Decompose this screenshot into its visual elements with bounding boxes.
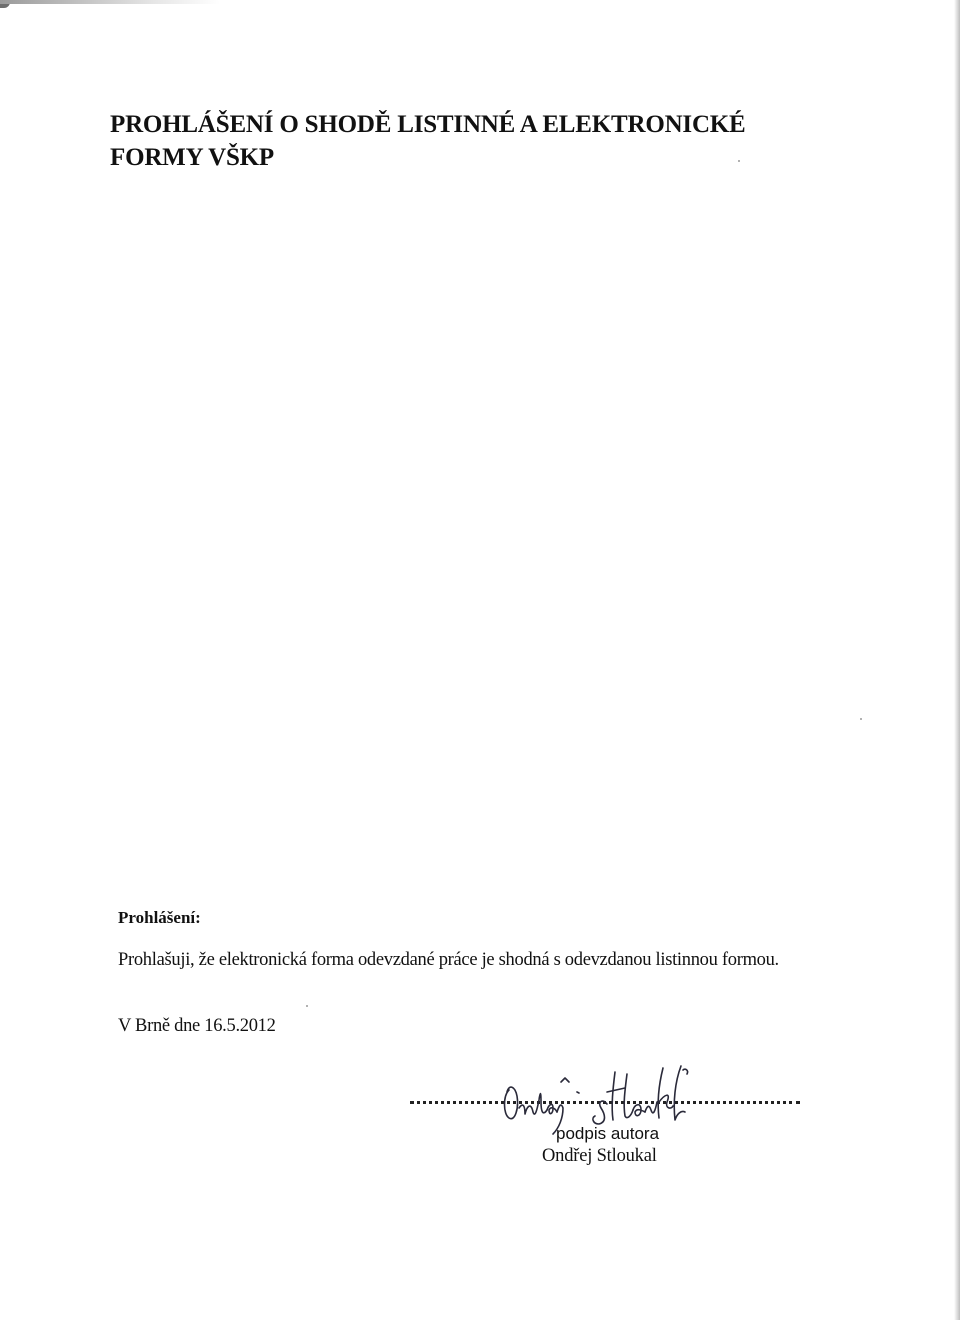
title-line-2: FORMY VŠKP	[110, 144, 274, 171]
author-name: Ondřej Stloukal	[542, 1146, 657, 1166]
scan-speck	[860, 718, 862, 720]
title-line-1: PROHLÁŠENÍ O SHODĚ LISTINNÉ A ELEKTRONICKÉ	[110, 111, 746, 138]
scan-speck	[306, 1005, 308, 1007]
document-title	[110, 108, 830, 174]
scan-artifact	[0, 0, 220, 4]
place-and-date: V Brně dne 16.5.2012	[118, 1016, 276, 1036]
scan-artifact	[954, 0, 960, 1320]
signature-label: podpis autora	[556, 1124, 660, 1143]
declaration-heading: Prohlášení:	[118, 908, 201, 927]
declaration-text: Prohlašuji, že elektronická forma odevzdané práce je shodná s odevzdanou listinnou formou.	[118, 950, 779, 970]
